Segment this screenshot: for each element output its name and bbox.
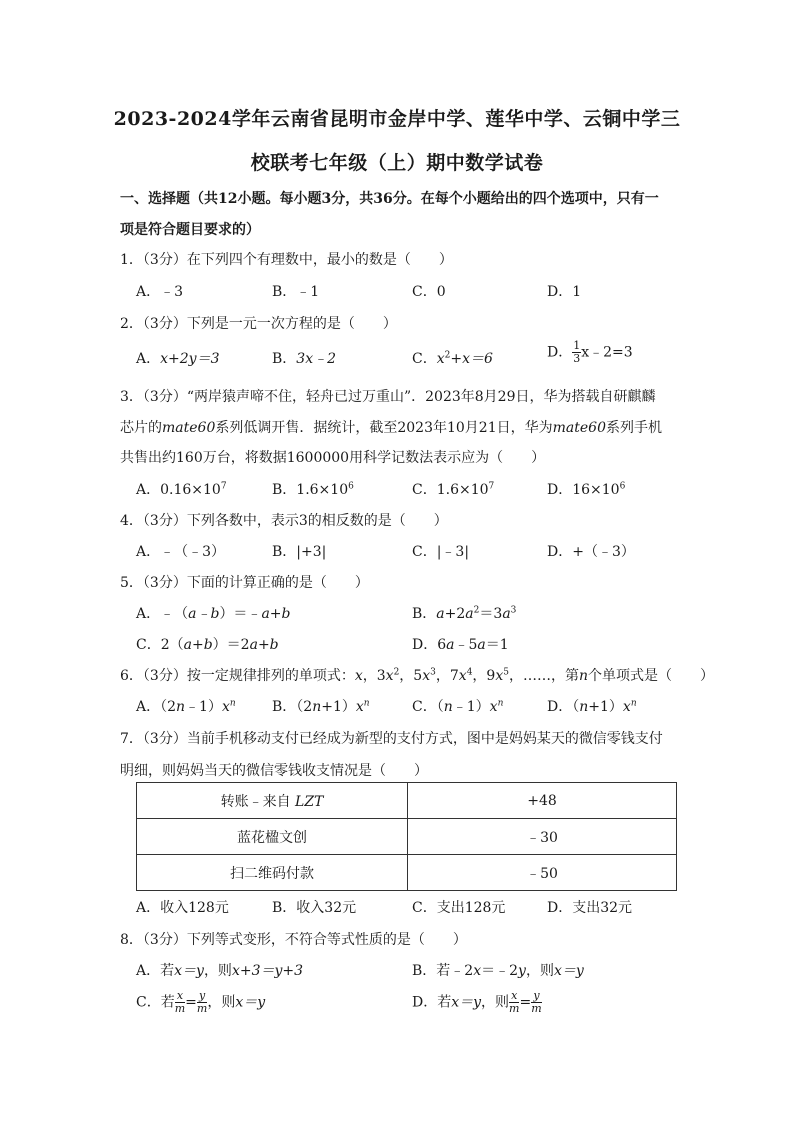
q7-option-c: C．支出128元: [412, 900, 506, 916]
q6-option-c: C．$(n﹣1)x^n$: [412, 698, 504, 715]
section-heading-line-2: 项是符合题目要求的）: [120, 222, 260, 238]
q3-option-d: D．$16\times 10^6$: [547, 481, 626, 498]
question-5-stem: 5．（3分）下面的计算正确的是（ ）: [120, 575, 369, 591]
fraction-x-over-m: $\frac{x}{m}$: [174, 989, 186, 1015]
question-3-line-3: 共售出约160万台，将数据1600000用科学记数法表示应为（ ）: [120, 450, 546, 466]
question-4-stem: 4．（3分）下列各数中，表示3的相反数的是（ ）: [120, 513, 448, 529]
q8-option-d: D．若x＝y，则 $\frac{x}{m}$ = $\frac{y}{m}$: [412, 989, 542, 1015]
wechat-payment-table: [136, 782, 677, 891]
q8-option-c: C．若 $\frac{x}{m}$ = $\frac{y}{m}$ ，则x＝y: [136, 989, 266, 1015]
q1-option-d: D．1: [547, 284, 582, 300]
section-heading-line-1: 一、选择题（共12小题。每小题3分，共36分。在每个小题给出的四个选项中，只有一: [120, 191, 659, 207]
payment-description: 蓝花楹文创: [137, 819, 408, 855]
q6-option-b: B．$(2n+1)x^n$: [272, 698, 370, 715]
question-2-stem: 2．（3分）下列是一元一次方程的是（ ）: [120, 316, 397, 332]
q1-option-b: B．﹣1: [272, 284, 320, 300]
q6-option-a: A．$(2n﹣1)x^n$: [136, 698, 236, 715]
fraction-y-over-m: $\frac{y}{m}$: [531, 989, 542, 1015]
question-3-line-1: 3．（3分）“两岸猿声啼不住，轻舟已过万重山”．2023年8月29日，华为搭载自研麒麟: [120, 389, 656, 405]
question-7-line-1: 7．（3分）当前手机移动支付已经成为新型的支付方式，图中是妈妈某天的微信零钱支付: [120, 731, 663, 747]
q8-option-b: B．若﹣2x＝﹣2y，则x＝y: [412, 963, 584, 979]
q6-option-d: D．$(n+1)x^n$: [547, 698, 637, 715]
q1-option-c: C．0: [412, 284, 446, 300]
question-3-line-2: 芯片的mate60系列低调开售．据统计，截至2023年10月21日，华为mate60系列手机: [120, 420, 662, 436]
payment-description: 扫二维码付款: [137, 855, 408, 891]
q7-option-a: A．收入128元: [136, 900, 229, 916]
question-8-stem: 8．（3分）下列等式变形，不符合等式性质的是（ ）: [120, 932, 467, 948]
payment-amount: +48: [408, 783, 677, 819]
q3-option-b: B．$1.6\times 10^6$: [272, 481, 354, 498]
table-row: [137, 819, 677, 855]
q2-option-a: A．x+2y＝3: [136, 351, 220, 367]
exam-title-line-2: 校联考七年级（上）期中数学试卷: [250, 152, 544, 174]
q2-option-c: C．$x^2+x=6$: [412, 350, 493, 367]
q5-option-a: A．﹣（a﹣b）＝﹣a+b: [136, 606, 291, 622]
fraction-one-third: $\frac{1}{3}$: [573, 339, 581, 365]
q4-option-d: D．+（﹣3）: [547, 544, 635, 560]
question-7-line-2: 明细，则妈妈当天的微信零钱收支情况是（ ）: [120, 763, 428, 779]
q2-option-b: B．3x﹣2: [272, 351, 337, 367]
table-row: [137, 855, 677, 891]
q3-option-c: C．$1.6\times 10^7$: [412, 481, 495, 498]
payment-amount: ﹣30: [408, 819, 677, 855]
q8-option-a: A．若x＝y，则x+3＝y+3: [136, 963, 304, 979]
fraction-y-over-m: $\frac{y}{m}$: [196, 989, 208, 1015]
fraction-x-over-m: $\frac{x}{m}$: [509, 989, 520, 1015]
payment-amount: ﹣50: [408, 855, 677, 891]
q7-option-d: D．支出32元: [547, 900, 633, 916]
q1-option-a: A．﹣3: [136, 284, 184, 300]
q3-option-a: A．$0.16\times 10^7$: [136, 481, 227, 498]
q4-option-b: B．|+3|: [272, 544, 327, 560]
q5-option-b: B．$a+2a^2=3a^3$: [412, 605, 517, 622]
q7-option-b: B．收入32元: [272, 900, 357, 916]
table-row: [137, 783, 677, 819]
q5-option-c: C．2（a+b）＝2a+b: [136, 637, 279, 653]
question-1-stem: 1．（3分）在下列四个有理数中，最小的数是（ ）: [120, 252, 453, 268]
q5-option-d: D．6a﹣5a＝1: [412, 637, 509, 653]
q4-option-a: A．﹣（﹣3）: [136, 544, 226, 560]
question-6-stem: 6．（3分）按一定规律排列的单项式：x，$3x^2$，$5x^3$，$7x^4$，$9x^5$，……，第n个单项式是（ ）: [120, 667, 715, 684]
exam-title-line-1: 2023-2024学年云南省昆明市金岸中学、莲华中学、云铜中学三: [113, 108, 681, 130]
q4-option-c: C．|﹣3|: [412, 544, 470, 560]
payment-description: 转账﹣来自 LZT: [137, 783, 408, 819]
q2-option-d: D． $\frac{1}{3}$ x﹣2=3: [547, 339, 633, 365]
